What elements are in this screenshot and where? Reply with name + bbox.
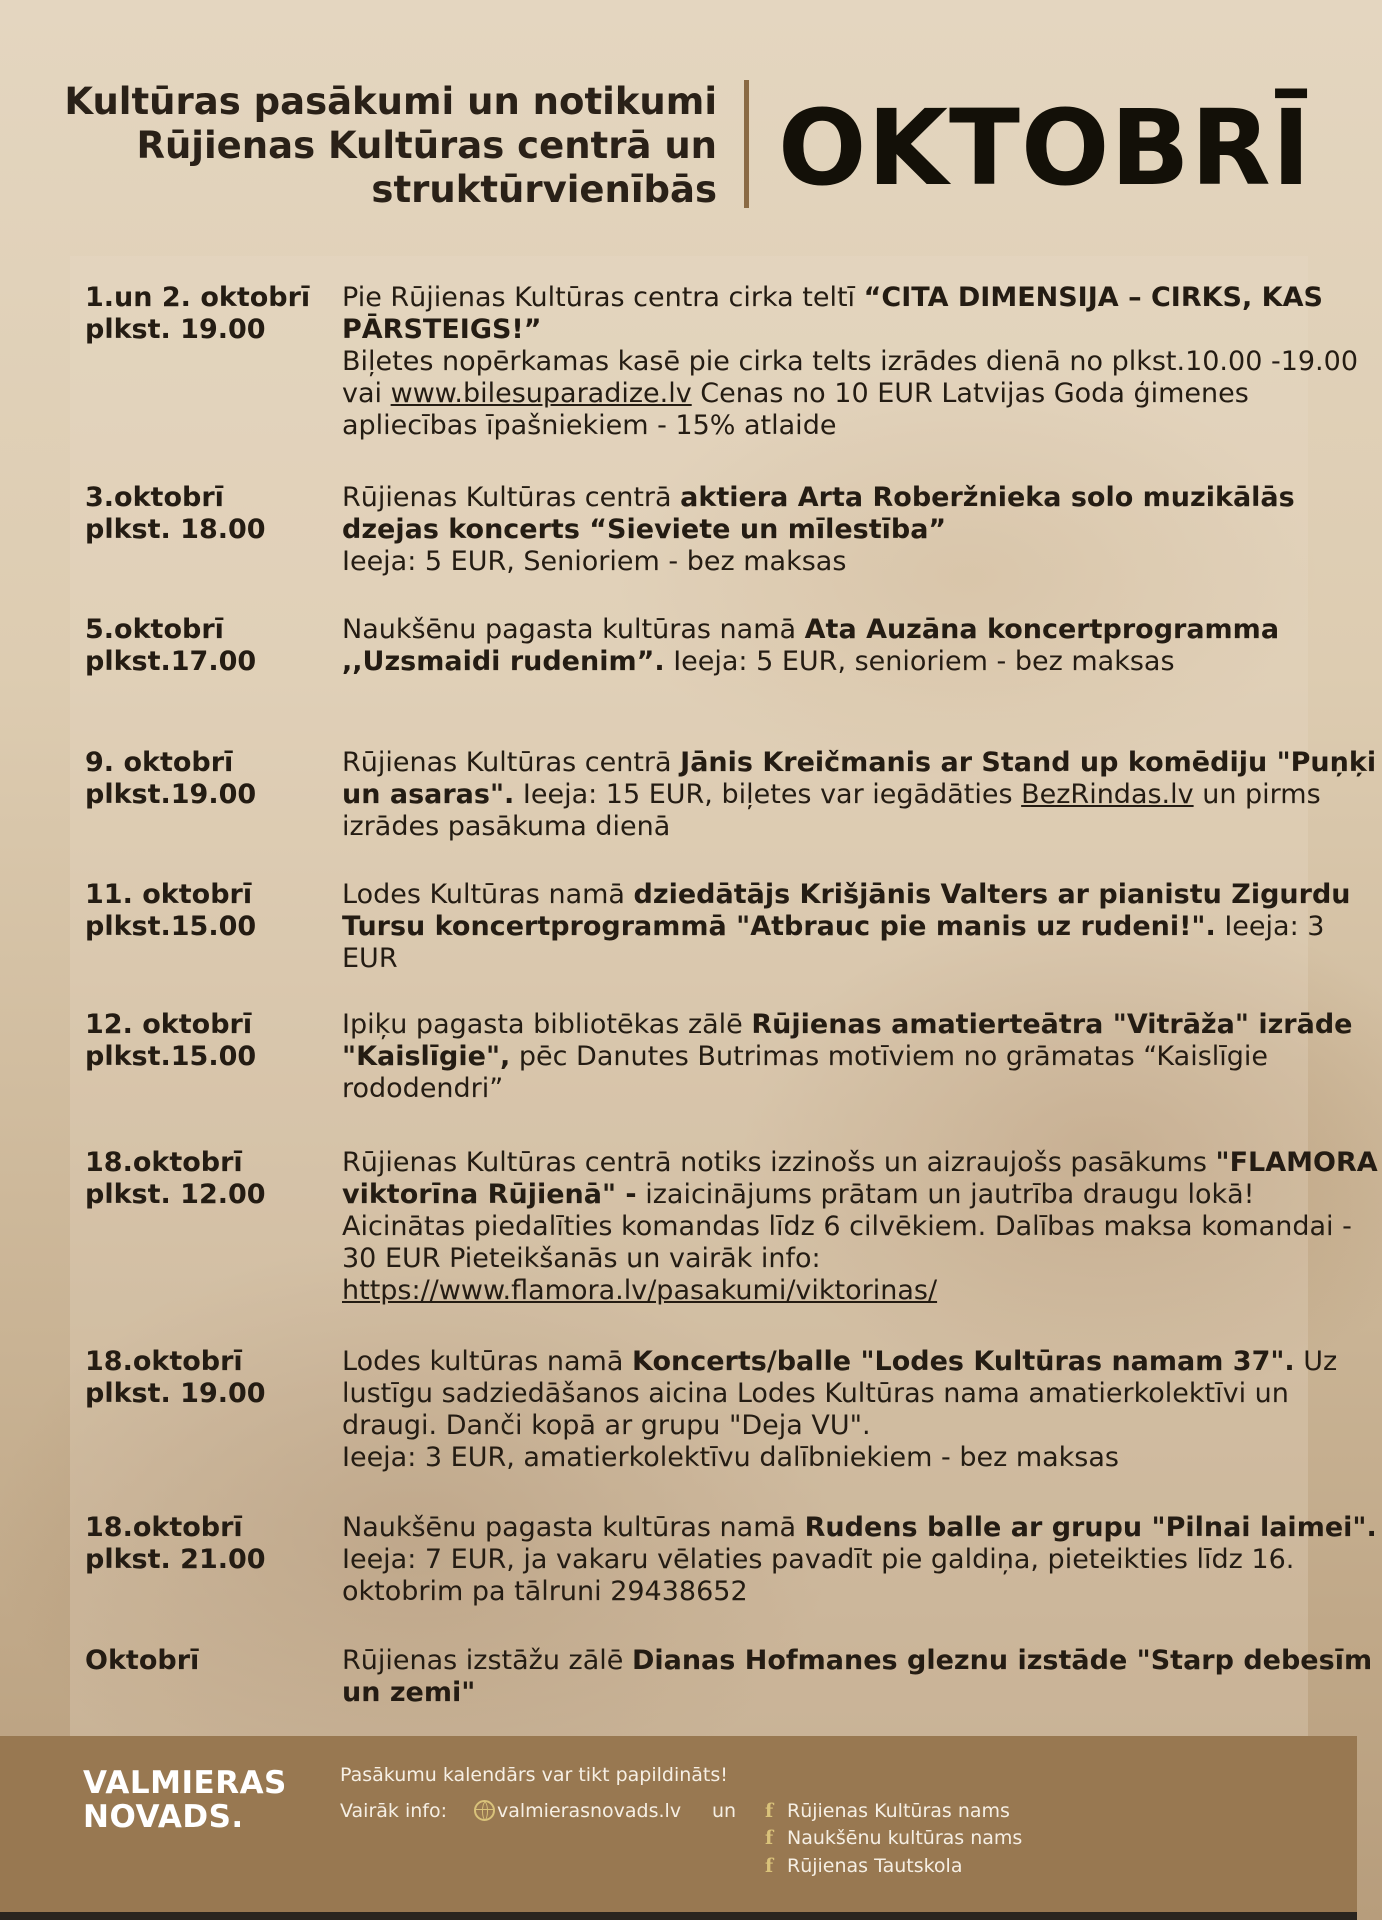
- event-date-line: 3.oktobrī: [85, 482, 224, 513]
- event-description: Naukšēnu pagasta kultūras namā Rudens balle ar grupu "Pilnai laimei". Ieeja: 7 EUR, ja vakaru vēlaties pavadīt pie galdiņa, pieteikties līdz 16. oktobrim pa tālruni 29438652: [342, 1512, 1377, 1607]
- event-description: Rūjienas Kultūras centrā Jānis Kreičmanis ar Stand up komēdiju "Puņķi un asaras". Ieeja: 15 EUR, biļetes var iegādāties BezRindas.lv un pirms izrādes pasākuma dienā: [342, 747, 1377, 842]
- calendar-note: Pasākumu kalendārs var tikt papildināts!: [340, 1764, 728, 1786]
- logo-line-2: NOVADS.: [83, 1799, 244, 1835]
- facebook-page-label: Rūjienas Kultūras nams: [787, 1800, 1010, 1822]
- event-date-line: 11. oktobrī: [85, 879, 253, 910]
- event-highlight: “CITA DIMENSIJA – CIRKS, KAS PĀRSTEIGS!”: [342, 282, 1323, 345]
- facebook-page-label: Naukšēnu kultūras nams: [787, 1827, 1023, 1849]
- event-link[interactable]: www.bilesuparadize.lv: [390, 378, 692, 409]
- footer-bottom-bar: [0, 1912, 1357, 1920]
- event-highlight: Koncerts/balle "Lodes Kultūras namam 37".: [632, 1346, 1295, 1377]
- header-divider: [744, 80, 749, 208]
- event-date: [85, 1147, 335, 1211]
- page-header: [0, 70, 1357, 220]
- event-highlight: dziedātājs Krišjānis Valters ar pianistu Zigurdu Tursu koncertprogrammā "Atbrauc pie manis uz rudeni!".: [342, 879, 1351, 942]
- facebook-link-rujienas-tautskola[interactable]: [765, 1853, 962, 1879]
- event-date-line: plkst. 21.00: [85, 1544, 266, 1575]
- event-date-line: 9. oktobrī: [85, 747, 234, 778]
- event-date: [85, 879, 335, 943]
- event-highlight: Rudens balle ar grupu "Pilnai laimei".: [804, 1512, 1377, 1543]
- facebook-link-rujienas-kulturas-nams[interactable]: [765, 1798, 1010, 1824]
- event-highlight: Rūjienas amatierteātra "Vitrāža" izrāde "Kaislīgie",: [342, 1009, 1353, 1072]
- event-description: Rūjienas Kultūras centrā notiks izzinošs un aizraujošs pasākums "FLAMORA viktorīna Rūjienā" - izaicinājums prātam un jautrība draugu lokā! Aicinātas piedalīties komandas līdz 6 cilvēkiem. Dalības maksa komandai - 30 EUR Pieteikšanās un vairāk info: https://www.flamora.lv/pasakumi/viktorinas/: [342, 1147, 1378, 1306]
- event-date-line: plkst. 19.00: [85, 1378, 266, 1409]
- header-subtitle: [64, 80, 717, 212]
- facebook-icon: f: [765, 1855, 774, 1877]
- event-description: Lodes kultūras namā Koncerts/balle "Lodes Kultūras namam 37". Uz lustīgu sadziedāšanos aicina Lodes Kultūras nama amatierkolektīvi un draugi. Danči kopā ar grupu "Deja VU". Ieeja: 3 EUR, amatierkolektīvu dalībniekiem - bez maksas: [342, 1346, 1338, 1473]
- header-subtitle-line-3: struktūrvienībās: [371, 168, 717, 211]
- event-description: Lodes Kultūras namā dziedātājs Krišjānis Valters ar pianistu Zigurdu Tursu koncertprogrammā "Atbrauc pie manis uz rudeni!". Ieeja: 3 EUR: [342, 879, 1351, 974]
- event-date-line: Oktobrī: [85, 1645, 200, 1676]
- event-link[interactable]: BezRindas.lv: [1021, 779, 1194, 810]
- event-date-line: plkst. 18.00: [85, 514, 266, 545]
- event-description: Pie Rūjienas Kultūras centra cirka teltī “CITA DIMENSIJA – CIRKS, KAS PĀRSTEIGS!” Biļetes nopērkamas kasē pie cirka telts izrādes dienā no plkst.10.00 -19.00 vai www.bilesuparadize.lv Cenas no 10 EUR Latvijas Goda ģimenes apliecības īpašniekiem - 15% atlaide: [342, 282, 1358, 441]
- event-date-line: 18.oktobrī: [85, 1147, 243, 1178]
- globe-icon: [474, 1800, 495, 1821]
- and-label: un: [712, 1800, 737, 1822]
- event-date-line: plkst.15.00: [85, 1041, 257, 1072]
- valmieras-novads-logo: [83, 1766, 287, 1834]
- website-link[interactable]: valmierasnovads.lv: [497, 1800, 682, 1822]
- event-highlight: Jānis Kreičmanis ar Stand up komēdiju "Puņķi un asaras".: [342, 747, 1377, 810]
- event-date-line: plkst. 19.00: [85, 314, 266, 345]
- event-date-line: plkst.17.00: [85, 646, 257, 677]
- logo-line-1: VALMIERAS: [83, 1765, 287, 1801]
- event-date-line: 12. oktobrī: [85, 1009, 253, 1040]
- facebook-icon: f: [765, 1800, 774, 1822]
- event-date: [85, 482, 335, 546]
- event-date-line: plkst.19.00: [85, 779, 257, 810]
- more-info-label: Vairāk info:: [340, 1800, 447, 1822]
- facebook-page-label: Rūjienas Tautskola: [787, 1855, 963, 1877]
- event-date-line: 18.oktobrī: [85, 1346, 243, 1377]
- event-highlight: Dianas Hofmanes gleznu izstāde "Starp debesīm un zemi": [342, 1645, 1373, 1708]
- event-date-line: 5.oktobrī: [85, 614, 224, 645]
- page-title: OKTOBRĪ: [778, 87, 1312, 209]
- event-date: [85, 747, 335, 811]
- event-date-line: plkst. 12.00: [85, 1179, 266, 1210]
- event-highlight: "FLAMORA viktorīna Rūjienā" -: [342, 1147, 1378, 1210]
- event-date: [85, 1645, 335, 1677]
- event-date-line: 1.un 2. oktobrī: [85, 282, 311, 313]
- event-date-line: 18.oktobrī: [85, 1512, 243, 1543]
- page-footer: [0, 1736, 1357, 1920]
- event-date: [85, 614, 335, 678]
- event-date: [85, 1009, 335, 1073]
- header-subtitle-line-2: Rūjienas Kultūras centrā un: [136, 124, 717, 167]
- event-description: Rūjienas izstāžu zālē Dianas Hofmanes gleznu izstāde "Starp debesīm un zemi": [342, 1645, 1373, 1708]
- event-description: Rūjienas Kultūras centrā aktiera Arta Roberžnieka solo muzikālās dzejas koncerts “Sieviete un mīlestība” Ieeja: 5 EUR, Senioriem - bez maksas: [342, 482, 1295, 577]
- event-date-line: plkst.15.00: [85, 911, 257, 942]
- event-description: Ipiķu pagasta bibliotēkas zālē Rūjienas amatierteātra "Vitrāža" izrāde "Kaislīgie", pēc Danutes Butrimas motīviem no grāmatas “Kaislīgie rododendri”: [342, 1009, 1353, 1104]
- event-date: [85, 282, 335, 346]
- event-date: [85, 1346, 335, 1410]
- facebook-link-nauksenu-kulturas-nams[interactable]: [765, 1825, 1022, 1851]
- event-highlight: aktiera Arta Roberžnieka solo muzikālās dzejas koncerts “Sieviete un mīlestība”: [342, 482, 1295, 545]
- event-description: Naukšēnu pagasta kultūras namā Ata Auzāna koncertprogramma ,,Uzsmaidi rudenim”. Ieeja: 5 EUR, senioriem - bez maksas: [342, 614, 1280, 677]
- facebook-icon: f: [765, 1827, 774, 1849]
- event-date: [85, 1512, 335, 1576]
- event-link[interactable]: https://www.flamora.lv/pasakumi/viktorinas/: [342, 1275, 938, 1306]
- event-highlight: Ata Auzāna koncertprogramma ,,Uzsmaidi rudenim”.: [342, 614, 1280, 677]
- header-subtitle-line-1: Kultūras pasākumi un notikumi: [64, 80, 717, 123]
